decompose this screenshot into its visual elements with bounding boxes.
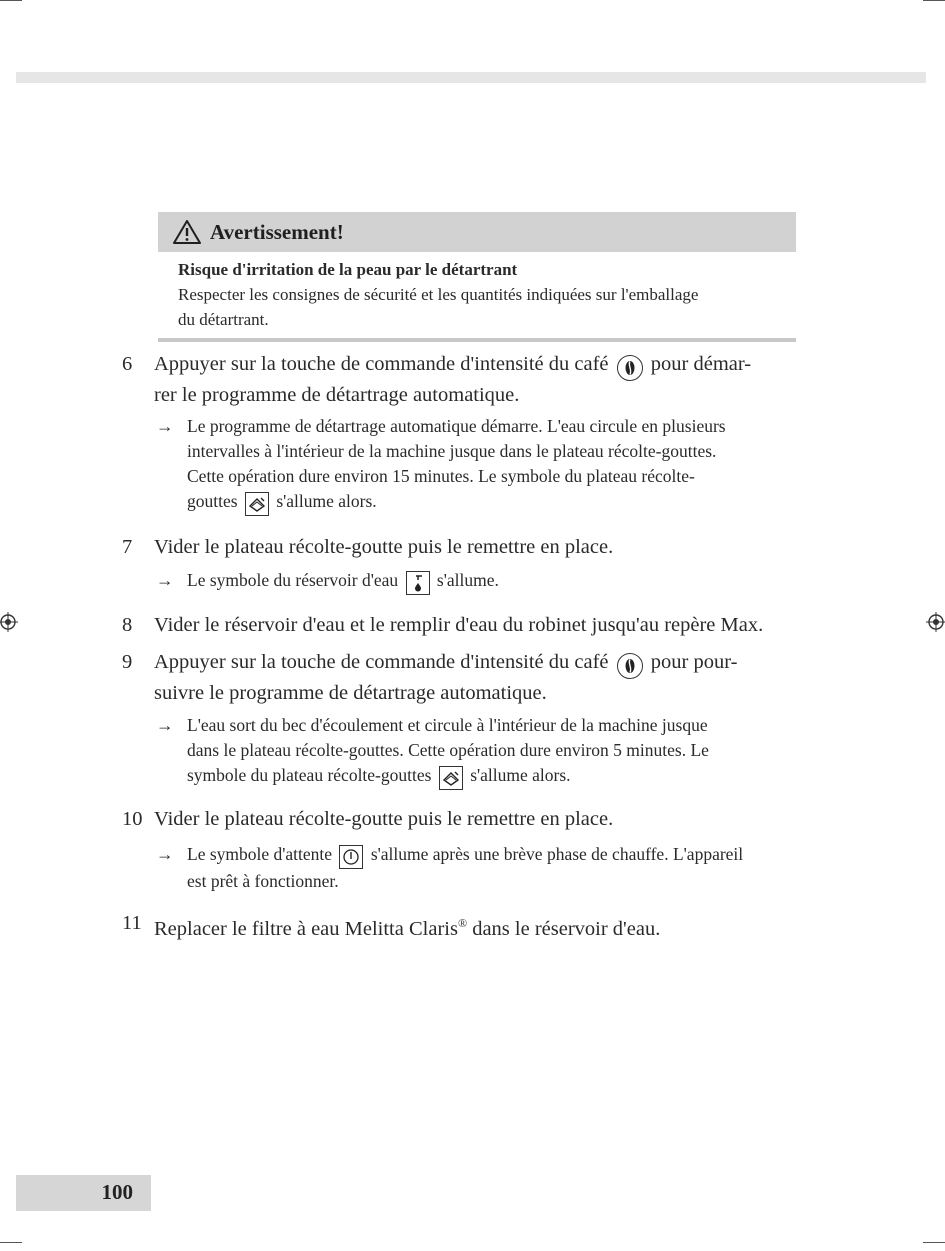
result-text-line: dans le plateau récolte-gouttes. Cette opération dure environ 5 minutes. Le — [187, 740, 709, 760]
step-text-line: Vider le réservoir d'eau et le remplir d'eau du robinet jusqu'au repère Max. — [154, 614, 764, 636]
drip-tray-icon — [439, 766, 463, 790]
result-text: gouttes — [187, 491, 238, 511]
registered-mark: ® — [457, 916, 468, 930]
crop-mark-bottom-right — [923, 1242, 945, 1243]
result-text-line: Le programme de détartrage automatique démarre. L'eau circule en plusieurs — [187, 416, 726, 436]
warning-title: Avertissement! — [210, 219, 344, 244]
coffee-bean-icon — [617, 653, 643, 679]
step-text-line: Vider le plateau récolte-goutte puis le remettre en place. — [154, 808, 614, 830]
warning-box — [158, 212, 796, 342]
result-text: s'allume. — [436, 570, 499, 590]
step-text: Appuyer sur la touche de commande d'intensité du café — [154, 651, 609, 673]
step-text: Replacer le filtre à eau Melitta Claris — [154, 917, 458, 940]
step-11 — [122, 909, 822, 943]
warning-body — [158, 252, 796, 338]
step-text-line — [154, 648, 822, 679]
step-text: pour pour- — [650, 651, 738, 673]
step-number: 11 — [122, 912, 142, 934]
crop-mark-bottom-left — [0, 1242, 22, 1243]
result-text: Le symbole d'attente — [187, 844, 333, 864]
step-7 — [122, 533, 822, 561]
result-text: s'allume après une brève phase de chauffe. L'appareil — [370, 844, 744, 864]
page-number: 100 — [101, 1180, 133, 1204]
result-text-line — [187, 568, 820, 595]
step-number: 7 — [122, 536, 133, 558]
registration-mark-right — [926, 612, 945, 632]
step-10 — [122, 805, 822, 833]
crop-mark-top-left — [0, 0, 22, 1]
water-tank-icon — [406, 571, 430, 595]
result-text-line — [187, 763, 820, 790]
result-text: s'allume alors. — [276, 491, 377, 511]
warning-triangle-icon — [172, 219, 202, 245]
drip-tray-icon — [245, 492, 269, 516]
coffee-bean-icon — [617, 355, 643, 381]
step-number: 6 — [122, 353, 133, 375]
result-text: s'allume alors. — [470, 765, 571, 785]
step-7-result — [156, 568, 820, 595]
warning-text-line: Respecter les consignes de sécurité et les quantités indiquées sur l'emballage — [178, 285, 699, 304]
registration-mark-left — [0, 612, 18, 632]
result-text-line: L'eau sort du bec d'écoulement et circule à l'intérieur de la machine jusque — [187, 715, 708, 735]
result-text-line: Cette opération dure environ 15 minutes. Le symbole du plateau récolte- — [187, 466, 695, 486]
step-text-line: Vider le plateau récolte-goutte puis le remettre en place. — [154, 536, 614, 558]
warning-divider — [158, 338, 796, 342]
step-9-result — [156, 713, 820, 790]
step-text: Appuyer sur la touche de commande d'intensité du café — [154, 353, 609, 375]
step-text-line: rer le programme de détartrage automatique. — [154, 384, 520, 406]
step-number: 9 — [122, 651, 133, 673]
step-text-line — [154, 350, 822, 381]
step-number: 8 — [122, 614, 133, 636]
result-text-line — [187, 489, 820, 516]
result-text: symbole du plateau récolte-gouttes — [187, 765, 432, 785]
step-6 — [122, 350, 822, 409]
result-text-line: est prêt à fonctionner. — [187, 871, 339, 891]
step-8 — [122, 611, 822, 639]
step-text-line — [154, 909, 822, 943]
warning-text-line: du détartrant. — [178, 310, 269, 329]
result-arrow: → — [156, 570, 174, 590]
header-bar — [16, 72, 926, 83]
warning-header — [158, 212, 796, 252]
step-10-result — [156, 842, 820, 894]
result-arrow: → — [156, 715, 174, 735]
step-9 — [122, 648, 822, 707]
page-number-box — [16, 1175, 151, 1211]
step-6-result — [156, 414, 820, 516]
step-text-line: suivre le programme de détartrage automatique. — [154, 682, 547, 704]
step-text: pour démar- — [650, 353, 752, 375]
standby-icon — [339, 845, 363, 869]
warning-subtitle: Risque d'irritation de la peau par le détartrant — [178, 260, 518, 279]
result-text: Le symbole du réservoir d'eau — [187, 570, 399, 590]
step-number: 10 — [122, 808, 143, 830]
result-arrow: → — [156, 844, 174, 864]
result-text-line — [187, 842, 820, 869]
result-text-line: intervalles à l'intérieur de la machine jusque dans le plateau récolte-gouttes. — [187, 441, 717, 461]
crop-mark-top-right — [923, 0, 945, 1]
step-text: dans le réservoir d'eau. — [472, 917, 661, 940]
result-arrow: → — [156, 416, 174, 436]
